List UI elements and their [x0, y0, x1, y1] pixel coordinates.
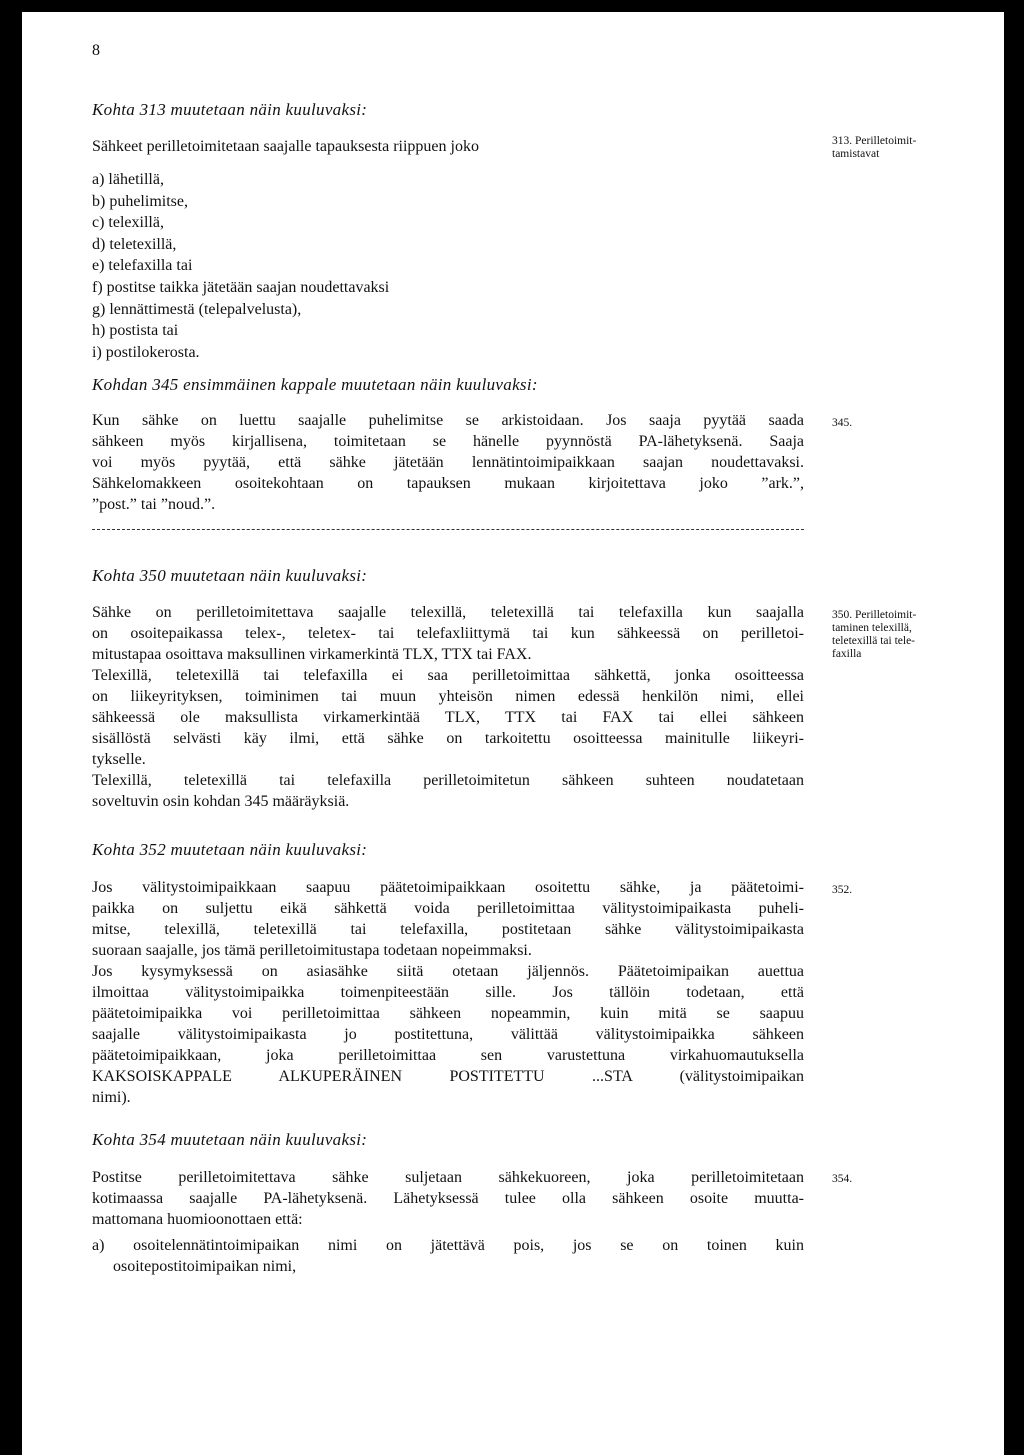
- document-page: [22, 12, 1004, 1455]
- text-line: KAKSOISKAPPALE ALKUPERÄINEN POSTITETTU ...STA (välitystoimipaikan: [92, 1068, 804, 1085]
- text-line: päätetoimipaikkaan, joka perilletoimittaa sen varustettuna virkahuomautuksella: [92, 1047, 804, 1064]
- heading-345: Kohdan 345 ensimmäinen kappale muutetaan näin kuuluvaksi:: [92, 375, 538, 394]
- text-line: sähkeen myös kirjallisena, toimitetaan se hänelle pyynnöstä PA-lähetyksenä. Saaja: [92, 433, 804, 450]
- heading-354: Kohta 354 muutetaan näin kuuluvaksi:: [92, 1130, 368, 1149]
- list-item-continuation: osoitepostitoimipaikan nimi,: [113, 1258, 297, 1275]
- text-line: voi myös pyytää, että sähke jätetään lennätintoimipaikkaan saajan noudettavaksi.: [92, 454, 804, 471]
- text-line: Jos välitystoimipaikkaan saapuu päätetoimipaikkaan osoitettu sähke, ja päätetoimi-: [92, 879, 804, 896]
- heading-352: Kohta 352 muutetaan näin kuuluvaksi:: [92, 840, 368, 859]
- text-line: kotimaassa saajalle PA-lähetyksenä. Lähetyksessä tulee olla sähkeen osoite muutta-: [92, 1190, 804, 1207]
- text-line: sisällöstä selvästi käy ilmi, että sähke on tarkoitettu osoitteessa mainitulle liikeyri-: [92, 730, 804, 747]
- margin-note-350: 350. Perilletoimit- taminen telexillä, teletexillä tai tele- faxilla: [832, 609, 917, 660]
- list-item: c) telexillä,: [92, 214, 164, 232]
- text-line: ”post.” tai ”noud.”.: [92, 496, 216, 513]
- text-line: Sähke on perilletoimitettava saajalle telexillä, teletexillä tai telefaxilla kun saajalla: [92, 604, 804, 621]
- list-item: a) osoitelennätintoimipaikan nimi on jätettävä pois, jos se on toinen kuin: [92, 1237, 804, 1254]
- section-313-body: [92, 136, 479, 157]
- text-line: Kun sähke on luettu saajalle puhelimitse se arkistoidaan. Jos saaja pyytää saada: [92, 412, 804, 429]
- list-313: [92, 169, 389, 363]
- text-line: Postitse perilletoimitettava sähke suljetaan sähkekuoreen, joka perilletoimitetaan: [92, 1169, 804, 1186]
- text-line: mitustapaa osoittava maksullinen virkamerkintä TLX, TTX tai FAX.: [92, 646, 532, 663]
- text-line: sähkeessä ole maksullista virkamerkintää TLX, TTX tai FAX tai ellei sähkeen: [92, 709, 804, 726]
- text-line: Telexillä, teletexillä tai telefaxilla ei saa perilletoimittaa sähkettä, jonka osoitteessa: [92, 667, 804, 684]
- heading-313: Kohta 313 muutetaan näin kuuluvaksi:: [92, 100, 368, 119]
- list-item: b) puhelimitse,: [92, 192, 188, 210]
- text-line: Sähkeet perilletoimitetaan saajalle tapauksesta riippuen joko: [92, 138, 479, 155]
- text-line: Telexillä, teletexillä tai telefaxilla perilletoimitetun sähkeen suhteen noudatetaan: [92, 772, 804, 789]
- text-line: tykselle.: [92, 751, 146, 768]
- section-345-body: [92, 410, 804, 515]
- heading-350: Kohta 350 muutetaan näin kuuluvaksi:: [92, 566, 368, 585]
- page-number: 8: [92, 42, 100, 59]
- section-352-body: [92, 877, 804, 1108]
- list-item: f) postitse taikka jätetään saajan noudettavaksi: [92, 278, 390, 296]
- margin-note-354: 354.: [832, 1173, 853, 1185]
- text-line: soveltuvin osin kohdan 345 määräyksiä.: [92, 793, 350, 810]
- text-line: suoraan saajalle, jos tämä perilletoimitustapa todetaan nopeimmaksi.: [92, 942, 532, 959]
- margin-note-345: 345.: [832, 417, 853, 429]
- text-line: saajalle välitystoimipaikasta jo postitettuna, välittää välitystoimipaikka sähkeen: [92, 1026, 804, 1043]
- list-item: e) telefaxilla tai: [92, 257, 193, 275]
- margin-note-352: 352.: [832, 884, 853, 896]
- section-350-body: [92, 602, 804, 812]
- section-divider: [92, 529, 804, 530]
- text-line: ilmoittaa välitystoimipaikka toimenpiteestään sille. Jos tällöin todetaan, että: [92, 984, 804, 1001]
- text-line: Sähkelomakkeen osoitekohtaan on tapauksen mukaan kirjoitettava joko ”ark.”,: [92, 475, 804, 492]
- text-line: päätetoimipaikka voi perilletoimittaa sähkeen nopeammin, kuin mitä se saapuu: [92, 1005, 804, 1022]
- list-item: a) lähetillä,: [92, 171, 164, 188]
- text-line: mattomana huomioonottaen että:: [92, 1211, 303, 1228]
- text-line: mitse, telexillä, teletexillä tai telefaxilla, postitetaan sähke välitystoimipaikasta: [92, 921, 804, 938]
- margin-note-313: 313. Perilletoimit- tamistavat: [832, 135, 917, 160]
- list-item: i) postilokerosta.: [92, 343, 200, 361]
- list-354: [92, 1235, 804, 1277]
- text-line: paikka on suljettu eikä sähkettä voida perilletoimittaa välitystoimipaikasta puheli-: [92, 900, 804, 917]
- list-item: h) postista tai: [92, 322, 179, 340]
- text-line: on osoitepaikassa telex-, teletex- tai telefaxliittymä tai kun sähkeessä on perilletoi-: [92, 625, 804, 642]
- list-item: g) lennättimestä (telepalvelusta),: [92, 300, 302, 318]
- text-line: nimi).: [92, 1089, 131, 1106]
- section-354-body: [92, 1167, 804, 1230]
- list-item: d) teletexillä,: [92, 235, 177, 253]
- text-line: Jos kysymyksessä on asiasähke siitä otetaan jäljennös. Päätetoimipaikan auettua: [92, 963, 804, 980]
- text-line: on liikeyrityksen, toiminimen tai muun yhteisön nimen edessä henkilön nimi, ellei: [92, 688, 804, 705]
